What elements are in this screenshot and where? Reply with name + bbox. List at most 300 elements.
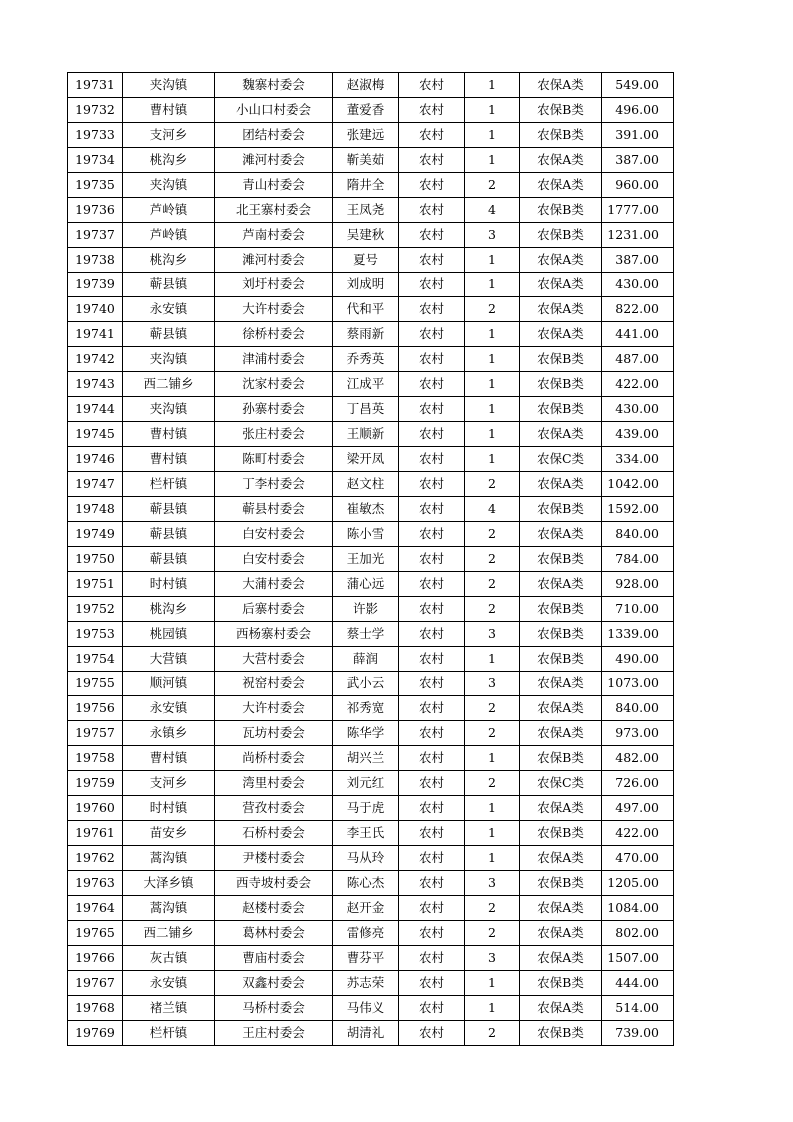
household-count-cell: 3	[465, 621, 520, 646]
residence-type-cell: 农村	[399, 73, 465, 98]
residence-type-cell: 农村	[399, 970, 465, 995]
insurance-category-cell: 农保C类	[520, 771, 602, 796]
table-row	[68, 895, 674, 920]
name-cell: 苏志荣	[333, 970, 399, 995]
village-committee-cell: 营孜村委会	[215, 796, 333, 821]
household-count-cell: 2	[465, 771, 520, 796]
insurance-category-cell: 农保B类	[520, 222, 602, 247]
table-row	[68, 147, 674, 172]
serial-number-cell: 19736	[68, 197, 123, 222]
amount-cell: 497.00	[602, 796, 674, 821]
residence-type-cell: 农村	[399, 846, 465, 871]
name-cell: 陈小雪	[333, 521, 399, 546]
village-committee-cell: 西杨寨村委会	[215, 621, 333, 646]
township-cell: 曹村镇	[123, 97, 215, 122]
serial-number-cell: 19742	[68, 347, 123, 372]
residence-type-cell: 农村	[399, 496, 465, 521]
insurance-category-cell: 农保B类	[520, 746, 602, 771]
insurance-category-cell: 农保A类	[520, 521, 602, 546]
residence-type-cell: 农村	[399, 147, 465, 172]
residence-type-cell: 农村	[399, 521, 465, 546]
name-cell: 李王氏	[333, 821, 399, 846]
table-row	[68, 347, 674, 372]
village-committee-cell: 尚桥村委会	[215, 746, 333, 771]
amount-cell: 490.00	[602, 646, 674, 671]
village-committee-cell: 陈町村委会	[215, 447, 333, 472]
name-cell: 代和平	[333, 297, 399, 322]
serial-number-cell: 19761	[68, 821, 123, 846]
table-row	[68, 472, 674, 497]
township-cell: 支河乡	[123, 771, 215, 796]
insurance-category-cell: 农保A类	[520, 571, 602, 596]
table-row	[68, 322, 674, 347]
serial-number-cell: 19758	[68, 746, 123, 771]
township-cell: 时村镇	[123, 571, 215, 596]
village-committee-cell: 双鑫村委会	[215, 970, 333, 995]
insurance-category-cell: 农保B类	[520, 197, 602, 222]
serial-number-cell: 19766	[68, 945, 123, 970]
amount-cell: 430.00	[602, 397, 674, 422]
table-row	[68, 721, 674, 746]
household-count-cell: 2	[465, 546, 520, 571]
table-row	[68, 1020, 674, 1045]
name-cell: 乔秀英	[333, 347, 399, 372]
serial-number-cell: 19767	[68, 970, 123, 995]
name-cell: 马于虎	[333, 796, 399, 821]
township-cell: 芦岭镇	[123, 197, 215, 222]
residence-type-cell: 农村	[399, 447, 465, 472]
township-cell: 蕲县镇	[123, 496, 215, 521]
village-committee-cell: 瓦坊村委会	[215, 721, 333, 746]
insurance-category-cell: 农保A类	[520, 945, 602, 970]
township-cell: 时村镇	[123, 796, 215, 821]
household-count-cell: 1	[465, 821, 520, 846]
serial-number-cell: 19731	[68, 73, 123, 98]
table-body	[68, 73, 674, 1046]
household-count-cell: 1	[465, 796, 520, 821]
village-committee-cell: 沈家村委会	[215, 372, 333, 397]
name-cell: 隋井全	[333, 172, 399, 197]
table-row	[68, 696, 674, 721]
village-committee-cell: 魏寨村委会	[215, 73, 333, 98]
amount-cell: 1507.00	[602, 945, 674, 970]
serial-number-cell: 19749	[68, 521, 123, 546]
table-row	[68, 397, 674, 422]
amount-cell: 441.00	[602, 322, 674, 347]
table-row	[68, 596, 674, 621]
household-count-cell: 1	[465, 846, 520, 871]
household-count-cell: 1	[465, 347, 520, 372]
table-row	[68, 496, 674, 521]
serial-number-cell: 19754	[68, 646, 123, 671]
serial-number-cell: 19744	[68, 397, 123, 422]
name-cell: 马伟义	[333, 995, 399, 1020]
household-count-cell: 1	[465, 447, 520, 472]
amount-cell: 802.00	[602, 920, 674, 945]
township-cell: 西二铺乡	[123, 372, 215, 397]
insurance-category-cell: 农保B类	[520, 871, 602, 896]
household-count-cell: 2	[465, 297, 520, 322]
amount-cell: 444.00	[602, 970, 674, 995]
village-committee-cell: 团结村委会	[215, 122, 333, 147]
village-committee-cell: 刘圩村委会	[215, 272, 333, 297]
household-count-cell: 2	[465, 920, 520, 945]
name-cell: 王顺新	[333, 422, 399, 447]
village-committee-cell: 曹庙村委会	[215, 945, 333, 970]
township-cell: 栏杆镇	[123, 472, 215, 497]
township-cell: 夹沟镇	[123, 73, 215, 98]
township-cell: 支河乡	[123, 122, 215, 147]
township-cell: 永安镇	[123, 297, 215, 322]
name-cell: 陈华学	[333, 721, 399, 746]
amount-cell: 422.00	[602, 821, 674, 846]
village-committee-cell: 祝窑村委会	[215, 671, 333, 696]
village-committee-cell: 大营村委会	[215, 646, 333, 671]
table-row	[68, 546, 674, 571]
village-committee-cell: 西寺坡村委会	[215, 871, 333, 896]
residence-type-cell: 农村	[399, 222, 465, 247]
township-cell: 永镇乡	[123, 721, 215, 746]
table-row	[68, 920, 674, 945]
household-count-cell: 3	[465, 222, 520, 247]
household-count-cell: 1	[465, 147, 520, 172]
insurance-category-cell: 农保B类	[520, 372, 602, 397]
name-cell: 陈心杰	[333, 871, 399, 896]
residence-type-cell: 农村	[399, 247, 465, 272]
amount-cell: 514.00	[602, 995, 674, 1020]
township-cell: 大泽乡镇	[123, 871, 215, 896]
amount-cell: 784.00	[602, 546, 674, 571]
township-cell: 夹沟镇	[123, 347, 215, 372]
village-committee-cell: 大蒲村委会	[215, 571, 333, 596]
village-committee-cell: 津浦村委会	[215, 347, 333, 372]
serial-number-cell: 19756	[68, 696, 123, 721]
table-row	[68, 222, 674, 247]
household-count-cell: 4	[465, 496, 520, 521]
residence-type-cell: 农村	[399, 372, 465, 397]
serial-number-cell: 19733	[68, 122, 123, 147]
township-cell: 顺河镇	[123, 671, 215, 696]
township-cell: 桃沟乡	[123, 596, 215, 621]
township-cell: 芦岭镇	[123, 222, 215, 247]
table-row	[68, 172, 674, 197]
serial-number-cell: 19743	[68, 372, 123, 397]
table-row	[68, 122, 674, 147]
residence-type-cell: 农村	[399, 322, 465, 347]
insurance-category-cell: 农保B类	[520, 397, 602, 422]
township-cell: 夹沟镇	[123, 397, 215, 422]
township-cell: 桃沟乡	[123, 147, 215, 172]
insurance-category-cell: 农保B类	[520, 122, 602, 147]
insurance-category-cell: 农保A类	[520, 247, 602, 272]
amount-cell: 470.00	[602, 846, 674, 871]
insurance-category-cell: 农保B类	[520, 496, 602, 521]
insurance-category-cell: 农保A类	[520, 995, 602, 1020]
table-row	[68, 73, 674, 98]
name-cell: 董爱香	[333, 97, 399, 122]
table-row	[68, 771, 674, 796]
table-row	[68, 621, 674, 646]
table-row	[68, 671, 674, 696]
table-row	[68, 746, 674, 771]
village-committee-cell: 青山村委会	[215, 172, 333, 197]
name-cell: 祁秀宽	[333, 696, 399, 721]
serial-number-cell: 19760	[68, 796, 123, 821]
household-count-cell: 2	[465, 571, 520, 596]
township-cell: 永安镇	[123, 696, 215, 721]
residence-type-cell: 农村	[399, 920, 465, 945]
insurance-category-cell: 农保A类	[520, 322, 602, 347]
name-cell: 张建远	[333, 122, 399, 147]
name-cell: 丁昌英	[333, 397, 399, 422]
township-cell: 栏杆镇	[123, 1020, 215, 1045]
insurance-category-cell: 农保C类	[520, 447, 602, 472]
residence-type-cell: 农村	[399, 347, 465, 372]
residence-type-cell: 农村	[399, 596, 465, 621]
amount-cell: 928.00	[602, 571, 674, 596]
village-committee-cell: 湾里村委会	[215, 771, 333, 796]
name-cell: 胡兴兰	[333, 746, 399, 771]
serial-number-cell: 19740	[68, 297, 123, 322]
village-committee-cell: 白安村委会	[215, 521, 333, 546]
insurance-category-cell: 农保B类	[520, 596, 602, 621]
household-count-cell: 1	[465, 122, 520, 147]
household-count-cell: 3	[465, 945, 520, 970]
household-count-cell: 2	[465, 696, 520, 721]
amount-cell: 822.00	[602, 297, 674, 322]
household-count-cell: 1	[465, 97, 520, 122]
township-cell: 蕲县镇	[123, 272, 215, 297]
residence-type-cell: 农村	[399, 571, 465, 596]
township-cell: 蕲县镇	[123, 546, 215, 571]
name-cell: 刘成明	[333, 272, 399, 297]
household-count-cell: 1	[465, 397, 520, 422]
name-cell: 许影	[333, 596, 399, 621]
amount-cell: 1339.00	[602, 621, 674, 646]
household-count-cell: 1	[465, 73, 520, 98]
insurance-category-cell: 农保B类	[520, 1020, 602, 1045]
insurance-category-cell: 农保A类	[520, 920, 602, 945]
name-cell: 马从玲	[333, 846, 399, 871]
household-count-cell: 2	[465, 596, 520, 621]
serial-number-cell: 19764	[68, 895, 123, 920]
village-committee-cell: 石桥村委会	[215, 821, 333, 846]
insurance-category-cell: 农保A类	[520, 172, 602, 197]
residence-type-cell: 农村	[399, 671, 465, 696]
household-count-cell: 1	[465, 272, 520, 297]
village-committee-cell: 滩河村委会	[215, 147, 333, 172]
serial-number-cell: 19734	[68, 147, 123, 172]
serial-number-cell: 19748	[68, 496, 123, 521]
household-count-cell: 3	[465, 871, 520, 896]
name-cell: 刘元红	[333, 771, 399, 796]
amount-cell: 439.00	[602, 422, 674, 447]
insurance-category-cell: 农保A类	[520, 147, 602, 172]
household-count-cell: 2	[465, 172, 520, 197]
residence-type-cell: 农村	[399, 122, 465, 147]
amount-cell: 840.00	[602, 521, 674, 546]
amount-cell: 496.00	[602, 97, 674, 122]
serial-number-cell: 19752	[68, 596, 123, 621]
name-cell: 雷修亮	[333, 920, 399, 945]
village-committee-cell: 北王寨村委会	[215, 197, 333, 222]
township-cell: 曹村镇	[123, 422, 215, 447]
township-cell: 蕲县镇	[123, 521, 215, 546]
township-cell: 蒿沟镇	[123, 846, 215, 871]
serial-number-cell: 19768	[68, 995, 123, 1020]
name-cell: 蔡士学	[333, 621, 399, 646]
name-cell: 蔡雨新	[333, 322, 399, 347]
name-cell: 赵开金	[333, 895, 399, 920]
serial-number-cell: 19751	[68, 571, 123, 596]
name-cell: 薛润	[333, 646, 399, 671]
village-committee-cell: 尹楼村委会	[215, 846, 333, 871]
amount-cell: 710.00	[602, 596, 674, 621]
village-committee-cell: 白安村委会	[215, 546, 333, 571]
amount-cell: 430.00	[602, 272, 674, 297]
village-committee-cell: 蕲县村委会	[215, 496, 333, 521]
table-row	[68, 846, 674, 871]
amount-cell: 1777.00	[602, 197, 674, 222]
name-cell: 夏号	[333, 247, 399, 272]
household-count-cell: 1	[465, 746, 520, 771]
township-cell: 蒿沟镇	[123, 895, 215, 920]
name-cell: 胡清礼	[333, 1020, 399, 1045]
residence-type-cell: 农村	[399, 472, 465, 497]
township-cell: 苗安乡	[123, 821, 215, 846]
name-cell: 赵淑梅	[333, 73, 399, 98]
village-committee-cell: 马桥村委会	[215, 995, 333, 1020]
township-cell: 西二铺乡	[123, 920, 215, 945]
township-cell: 褚兰镇	[123, 995, 215, 1020]
household-count-cell: 1	[465, 247, 520, 272]
township-cell: 永安镇	[123, 970, 215, 995]
insurance-category-cell: 农保A类	[520, 472, 602, 497]
insurance-category-cell: 农保A类	[520, 422, 602, 447]
amount-cell: 1084.00	[602, 895, 674, 920]
amount-cell: 739.00	[602, 1020, 674, 1045]
village-committee-cell: 赵楼村委会	[215, 895, 333, 920]
serial-number-cell: 19750	[68, 546, 123, 571]
residence-type-cell: 农村	[399, 621, 465, 646]
table-row	[68, 297, 674, 322]
household-count-cell: 2	[465, 1020, 520, 1045]
household-count-cell: 1	[465, 646, 520, 671]
amount-cell: 487.00	[602, 347, 674, 372]
amount-cell: 387.00	[602, 147, 674, 172]
name-cell: 王加光	[333, 546, 399, 571]
amount-cell: 1592.00	[602, 496, 674, 521]
amount-cell: 840.00	[602, 696, 674, 721]
serial-number-cell: 19739	[68, 272, 123, 297]
residence-type-cell: 农村	[399, 771, 465, 796]
serial-number-cell: 19746	[68, 447, 123, 472]
table-row	[68, 871, 674, 896]
residence-type-cell: 农村	[399, 995, 465, 1020]
residence-type-cell: 农村	[399, 696, 465, 721]
insurance-category-cell: 农保A类	[520, 696, 602, 721]
amount-cell: 960.00	[602, 172, 674, 197]
residence-type-cell: 农村	[399, 895, 465, 920]
amount-cell: 387.00	[602, 247, 674, 272]
insurance-category-cell: 农保A类	[520, 846, 602, 871]
amount-cell: 391.00	[602, 122, 674, 147]
serial-number-cell: 19732	[68, 97, 123, 122]
residence-type-cell: 农村	[399, 546, 465, 571]
township-cell: 桃园镇	[123, 621, 215, 646]
insurance-category-cell: 农保A类	[520, 272, 602, 297]
insurance-category-cell: 农保A类	[520, 895, 602, 920]
residence-type-cell: 农村	[399, 646, 465, 671]
insurance-category-cell: 农保B类	[520, 97, 602, 122]
residence-type-cell: 农村	[399, 197, 465, 222]
table-row	[68, 521, 674, 546]
name-cell: 武小云	[333, 671, 399, 696]
table-row	[68, 796, 674, 821]
household-count-cell: 2	[465, 895, 520, 920]
insurance-category-cell: 农保A类	[520, 796, 602, 821]
table-row	[68, 197, 674, 222]
name-cell: 赵文柱	[333, 472, 399, 497]
name-cell: 曹芬平	[333, 945, 399, 970]
household-count-cell: 1	[465, 422, 520, 447]
residence-type-cell: 农村	[399, 172, 465, 197]
household-count-cell: 4	[465, 197, 520, 222]
serial-number-cell: 19762	[68, 846, 123, 871]
table-row	[68, 247, 674, 272]
township-cell: 灰古镇	[123, 945, 215, 970]
table-row	[68, 970, 674, 995]
residence-type-cell: 农村	[399, 1020, 465, 1045]
insurance-category-cell: 农保B类	[520, 970, 602, 995]
serial-number-cell: 19738	[68, 247, 123, 272]
name-cell: 靳美茹	[333, 147, 399, 172]
village-committee-cell: 张庄村委会	[215, 422, 333, 447]
village-committee-cell: 小山口村委会	[215, 97, 333, 122]
table-row	[68, 571, 674, 596]
amount-cell: 973.00	[602, 721, 674, 746]
residence-type-cell: 农村	[399, 821, 465, 846]
residence-type-cell: 农村	[399, 796, 465, 821]
household-count-cell: 2	[465, 472, 520, 497]
amount-cell: 549.00	[602, 73, 674, 98]
serial-number-cell: 19735	[68, 172, 123, 197]
name-cell: 崔敏杰	[333, 496, 399, 521]
serial-number-cell: 19759	[68, 771, 123, 796]
insurance-category-cell: 农保B类	[520, 347, 602, 372]
residence-type-cell: 农村	[399, 871, 465, 896]
serial-number-cell: 19755	[68, 671, 123, 696]
village-committee-cell: 徐桥村委会	[215, 322, 333, 347]
table-row	[68, 272, 674, 297]
serial-number-cell: 19747	[68, 472, 123, 497]
table-row	[68, 821, 674, 846]
name-cell: 江成平	[333, 372, 399, 397]
township-cell: 蕲县镇	[123, 322, 215, 347]
amount-cell: 482.00	[602, 746, 674, 771]
serial-number-cell: 19757	[68, 721, 123, 746]
name-cell: 梁开凤	[333, 447, 399, 472]
table-row	[68, 646, 674, 671]
serial-number-cell: 19745	[68, 422, 123, 447]
table-row	[68, 97, 674, 122]
residence-type-cell: 农村	[399, 422, 465, 447]
household-count-cell: 3	[465, 671, 520, 696]
residence-type-cell: 农村	[399, 397, 465, 422]
amount-cell: 1231.00	[602, 222, 674, 247]
village-committee-cell: 大许村委会	[215, 297, 333, 322]
table-row	[68, 995, 674, 1020]
